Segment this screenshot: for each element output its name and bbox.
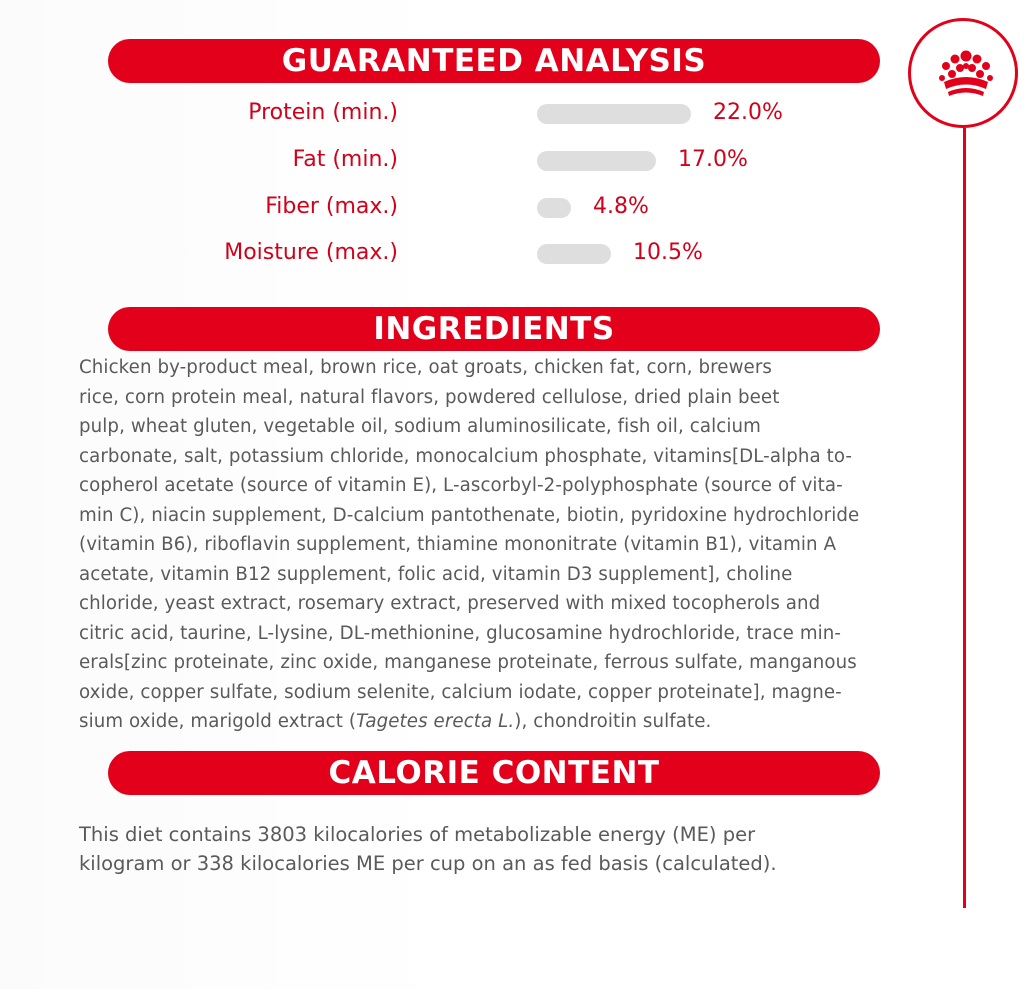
analysis-row-protein [0,97,900,129]
ingredients-text-start: sium oxide, marigold extract ( [79,711,357,732]
analysis-row-moisture [0,237,900,269]
ingredients-line: erals[zinc proteinate, zinc oxide, manganese proteinate, ferrous sulfate, manganous [79,652,857,673]
analysis-bar [537,198,571,218]
vertical-rule [963,128,966,908]
ingredients-line-last [79,707,969,737]
ingredients-line: pulp, wheat gluten, vegetable oil, sodium aluminosilicate, fish oil, calcium [79,416,761,437]
ingredients-header: INGREDIENTS [108,307,880,351]
ingredients-latin-name: Tagetes erecta L. [356,711,515,732]
calorie-content-header: CALORIE CONTENT [108,751,880,795]
analysis-bar [537,104,691,124]
analysis-row-fiber [0,191,900,223]
analysis-row-fat [0,144,900,176]
analysis-label: Moisture (max.) [224,240,398,265]
ingredients-line: citric acid, taurine, L-lysine, DL-methionine, glucosamine hydrochloride, trace min- [79,622,842,644]
ingredients-line: rice, corn protein meal, natural flavors, powdered cellulose, dried plain beet [79,386,780,408]
analysis-value: 10.5% [633,240,703,265]
analysis-label: Fiber (max.) [265,194,398,219]
brand-logo [908,18,1018,128]
calorie-text [79,820,899,878]
analysis-value: 17.0% [678,147,748,172]
analysis-label: Protein (min.) [248,100,398,125]
ingredients-line: chloride, yeast extract, rosemary extract, preserved with mixed tocopherols and [79,593,821,614]
calorie-line: kilogram or 338 kilocalories ME per cup on an as fed basis (calculated). [79,852,777,875]
ingredients-line: (vitamin B6), riboflavin supplement, thiamine mononitrate (vitamin B1), vitamin A [79,534,837,555]
analysis-bar [537,244,611,264]
analysis-bar [537,151,656,171]
ingredients-line: min C), niacin supplement, D-calcium pantothenate, biotin, pyridoxine hydrochloride [79,504,860,526]
analysis-label: Fat (min.) [292,147,398,172]
ingredients-line: carbonate, salt, potassium chloride, monocalcium phosphate, vitamins[DL-alpha to- [79,445,853,467]
calorie-line: This diet contains 3803 kilocalories of metabolizable energy (ME) per [79,823,756,846]
ingredients-line: oxide, copper sulfate, sodium selenite, calcium iodate, copper proteinate], magne- [79,681,842,703]
analysis-value: 22.0% [713,100,783,125]
ingredients-line: Chicken by-product meal, brown rice, oat groats, chicken fat, corn, brewers [79,357,772,378]
ingredients-text-end: ), chondroitin sulfate. [514,711,712,732]
analysis-value: 4.8% [593,194,649,219]
guaranteed-analysis-header: GUARANTEED ANALYSIS [108,39,880,83]
crown-icon [938,49,994,99]
ingredients-line: acetate, vitamin B12 supplement, folic acid, vitamin D3 supplement], choline [79,563,793,585]
ingredients-text [79,353,969,737]
ingredients-line: copherol acetate (source of vitamin E), L-ascorbyl-2-polyphosphate (source of vita- [79,475,843,496]
